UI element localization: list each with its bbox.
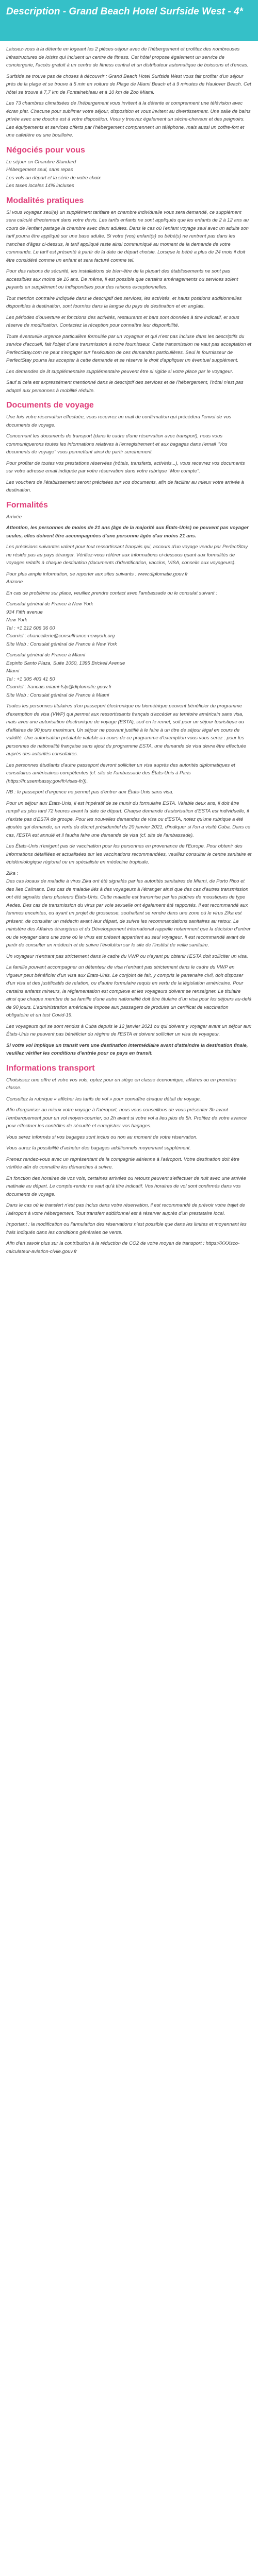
paragraph: Pour un séjour aux États-Unis, il est impératif de se munir du formulaire ESTA. Valable deux ans, il doit être rempli au plus tard 72 heures avant la date de départ. Chaque demande d'autorisation d'ESTA est individuelle, il n'existe pas d'ESTA de groupe. Pour les nouvelles demandes de visa ou d'ESTA, notez qu'une rubrique a été ajoutée qui demande, en vertu du décret présidentiel du 20 janvier 2021, d'indiquer si l'on a visité Cuba. Dans ce cas, l'ESTA est annulé et il faudra faire une demande de visa (cf. site de l'ambassade). (6, 800, 251, 838)
paragraph: Arrivée (6, 514, 22, 520)
section-heading: Modalités pratiques (6, 196, 84, 205)
paragraph: Important : la modification ou l'annulation des réservations n'est possible que dans les limites et moyennant les frais indiqués dans les conditions générales de vente. (6, 1222, 247, 1235)
paragraph: Les demandes de lit supplémentaire supplémentaire peuvent être si rigide si votre place par le voyageur. (6, 368, 234, 375)
paragraph: En fonction des horaires de vos vols, certaines arrivées ou retours peuvent s'effectuer de nuit avec une arrivée matinale au départ. Le compte-rendu ne vaut qu'à titre indicatif. Vos horaires de vol sont confirmés dans vos documents de voyage. (6, 1175, 246, 1197)
section-heading: Négociés pour vous (6, 145, 85, 155)
paragraph: Consultez la rubrique « afficher les tarifs de vol » pour connaître chaque détail du voyage. (6, 1096, 201, 1102)
paragraph: Consulat général de France à New York 934 Fifth avenue New York Tel : +1 212 606 36 00 Courriel : chancellerie@consulfrance-newyork.org Site Web : Consulat général de France à New York (6, 601, 117, 647)
section-heading: Documents de voyage (6, 401, 94, 410)
paragraph: Consulat général de France à Miami Espirito Santo Plaza, Suite 1050, 1395 Brickell Avenue Miami Tel : +1 305 403 41 50 Courriel : francais.miami-fslp@diplomatie.gouv.fr Site Web : Consulat général de France à Miami (6, 652, 125, 698)
paragraph: Choisissez une offre et votre vos vols, optez pour un siège en classe économique, affaires ou en première classe. (6, 1077, 237, 1091)
paragraph: Une fois votre réservation effectuée, vous recevrez un mail de confirmation qui précédera l'envoi de vos documents de voyage. (6, 414, 231, 428)
paragraph: Afin d'organiser au mieux votre voyage à l'aéroport, nous vous conseillons de vous présenter 3h avant l'embarquement pour un vol moyen-courrier, ou 2h avant si votre vol a lieu plus de 5h. Profitez de votre avance pour effectuer les contrôles de sécurité et enregistrer vos bagages. (6, 1107, 247, 1129)
paragraph: La famille pouvant accompagner un détenteur de visa n'entrant pas strictement dans le cadre du VWP en vigueur peut bénéficier d'un visa aux États-Unis. Le conjoint de fait, y compris le partenaire civil, doit disposer d'un visa et des justificatifs de relation, ou d'autre formulaire requis en vertu de la législation américaine. Pour certains enfants mineurs, la réglementation est complexe et les voyageurs doivent se renseigner. Le titulaire ainsi que chaque membre de sa famille d'une autre nationalité doit être titulaire d'un visa pour les séjours au-delà de 90 jours. L'administration américaine impose aux passagers de produire un certificat de vaccination obligatoire et un test Covid-19. (6, 964, 252, 1018)
paragraph: Toutes les personnes titulaires d'un passeport électronique ou biométrique peuvent bénéficier du programme d'exemption de visa (VWP) qui permet aux ressortissants français d'accéder au territoire américain sans visa, mais avec une autorisation électronique de voyage (ESTA), sed en le remet, soit pour un séjour touristique ou d'affaires de 90 jours maximum. Un séjour ne pouvant justifié à le faire à un titre de séjour légal en cours de validité. Une autorisation préalable valable au cours de ce programme d'exemption vous vous serez : pour les personnes de nationalité française sans ajout du programme ESTA, une demande de visa devra être effectuée auprès des autorités consulaires. (6, 703, 247, 757)
title-bar (0, 0, 258, 41)
paragraph: Concernant les documents de transport (dans le cadre d'une réservation avec transport), nous vous communiquerons toutes les informations relatives à l'enregistrement et aux bagages dans l'email "Vos documents de voyage" vous permettant ainsi de partir sereinement. (6, 433, 228, 455)
paragraph: Les personnes étudiants d'autre passeport devront solliciter un visa auprès des autorités diplomatiques et consulaires américaines compétentes (cf. site de l'ambassade des États-Unis à Paris (https://fr.usembassy.gov/fr/visas-fr/)). (6, 762, 235, 784)
paragraph: Les précisions suivantes valent pour tout ressortissant français qui, accours d'un voyage vendu par PerfectStay ne réside pas au pays étranger. Vérifiez-vous référer aux informations ci-dessous quant aux formalités de voyages relatifs à chaque destination (documents d'identification, vaccins, VISA, conseils aux voyageurs). (6, 544, 248, 566)
paragraph: Les voyageurs qui se sont rendus à Cuba depuis le 12 janvier 2021 ou qui doivent y voyager avant un séjour aux États-Unis ne peuvent pas bénéficier du régime de l'ESTA et doivent solliciter un visa de voyageur. (6, 1023, 251, 1037)
paragraph: Tout mention contraire indiquée dans le descriptif des services, les activités, et hauts positions additionnelles disponibles à destination, sont fournies dans la langue du pays de destination et en anglais. (6, 295, 242, 309)
content (0, 41, 258, 1256)
paragraph: Pour profiter de toutes vos prestations réservées (hôtels, transferts, activités...), vous recevrez vos documents sur votre adresse email indiquée par votre réservation dans votre rubrique "Mon compte". (6, 460, 245, 474)
paragraph: Vous aurez la possibilité d'acheter des bagages additionnels moyennant supplément. (6, 1145, 191, 1151)
paragraph: Les vouchers de l'établissement seront précisées sur vos documents, afin de faciliter au mieux votre arrivée à destination. (6, 479, 244, 493)
paragraph: Pour des raisons de sécurité, les installations de bien-être de la plupart des établissements ne sont pas accessibles aux moins de 16 ans. De même, il est possible que certains aménagements ou services soient payants en supplément ou indisponibles pour des raisons exceptionnelles. (6, 268, 238, 290)
paragraph: Attention, les personnes de moins de 21 ans (âge de la majorité aux États-Unis) ne peuvent pas voyager seules, elles doivent être accompagnées d'une personne âgée d'au moins 21 ans. (6, 525, 249, 539)
paragraph: Vous serez informés si vos bagages sont inclus ou non au moment de votre réservation. (6, 1134, 198, 1140)
paragraph: Les 73 chambres climatisées de l'hébergement vous invitent à la détente et comprennent une télévision avec écran plat. Chacune pour sublimer votre séjour, disposition et vous invitent au divertissement. Une salle de bains privée avec une douche est à votre disposition. Vous y trouvez également un sèche-cheveux et des peignoirs. Les équipements et services offerts par l'hébergement comprennent un téléphone, mais aussi un coffre-fort et une cafetière ou une bouilloire. (6, 100, 251, 138)
paragraph: Le séjour en Chambre Standard Hébergement seul, sans repas Les vols au départ et la série de votre choix Les taxes locales 14% incluses (6, 159, 101, 189)
paragraph: Laissez-vous à la détente en logeant les 2 pièces-séjour avec de l'hébergement et profitez des nombreuses infrastructures de loisirs qui incluent un centre de fitness. Cet hôtel propose également un service de conciergerie, l'accès gratuit à un centre de fitness central et un distributeur automatique de boissons et d'encas. (6, 46, 249, 68)
section-heading: Informations transport (6, 1063, 95, 1073)
paragraph: Sauf si cela est expressément mentionné dans le descriptif des services et de l'hébergement, l'hôtel n'est pas adapté aux personnes à mobilité réduite. (6, 380, 244, 394)
paragraph: Prenez rendez-vous avec un représentant de la compagnie aérienne à l'aéroport. Votre destination doit être vérifiée afin de connaître les démarches à suivre. (6, 1156, 239, 1170)
paragraph: Toute éventuelle urgence particulière formulée par un voyageur et qui n'est pas incluse dans les descriptifs du service d'accueil, fait l'objet d'une transmission à notre fournisseur. Cette transmission ne vaut pas acceptation et PerfectStay.com ne peut s'engager sur l'exécution de ces demandes particulières. Seul le fournisseur de PerfectStay pourra les accepter à cette demande et se réserve le droit d'appliquer un éventuel supplément. (6, 333, 252, 363)
paragraph: En cas de problème sur place, veuillez prendre contact avec l'ambassade ou le consulat suivant : (6, 590, 217, 596)
paragraph: Zika : Des cas locaux de maladie à virus Zika ont été signalés par les autorités sanitaires de Miami, de Porto Rico et des îles Caïmans. Des cas de maladie liés à des voyageurs à l'étranger ainsi que des cas d'autres transmission ont été signalés dans plusieurs États-Unis. Cette maladie est transmise par les piqûres de moustiques de type Aedes. Des cas de transmission du virus par voie sexuelle ont également été rapportés. Il est recommandé aux femmes enceintes, ou ayant un projet de grossesse, souhaitant se rendre dans une zone où le virus Zika est présent, de consulter un médecin avant leur départ, de suivre les recommandations sanitaires au retour. Le ministère des Affaires étrangères et du Développement international rappelle notamment que la décision d'entrer ou de voyager dans une zone où le virus est présent appartient au seul voyageur. Il est recommandé avant de partir de consulter un médecin et de suivre l'évolution sur le site de l'institut de veille sanitaire. (6, 870, 251, 948)
paragraph: Afin d'en savoir plus sur la contribution à la réduction de CO2 de votre moyen de transport : https://XXXsco-calculateur-aviation-civile.gouv.fr (6, 1241, 240, 1255)
page-title: Description - Grand Beach Hotel Surfside West - 4* (6, 6, 243, 17)
paragraph: NB : le passeport d'urgence ne permet pas d'entrer aux États-Unis sans visa. (6, 789, 174, 795)
paragraph: Dans le cas où le transfert n'est pas inclus dans votre réservation, il est recommandé de prévoir votre trajet de l'aéroport à votre hébergement. Tout transfert additionnel est à réserver auprès d'un prestataire local. (6, 1202, 245, 1216)
paragraph: Si vous voyagez seul(e) un supplément tarifaire en chambre individuelle vous sera demandé, ce supplément sera calculé directement dans votre devis. Les tarifs enfants ne sont appliqués que les enfants de 2 à 12 ans au cours de l'enfant partage la chambre avec deux adultes. Dans le cas où l'enfant voyage seul avec un adulte son tarif pourra être appliqué sur une base adulte. Si votre (vos) enfant(s) ou bébé(s) ne rentrent pas dans les tranches d'âges ci-dessus, le tarif appliqué reste ainsi communiqué au moment de la demande de votre commande. Le tarif est présenté à partir de la date de départ choisie. Lorsque le bébé a plus de 24 mois il doit être considéré comme un enfant et sera facturé comme tel. (6, 209, 249, 263)
paragraph: Les États-Unis n'exigent pas de vaccination pour les personnes en provenance de l'Europe. Pour obtenir des informations détaillées et actualisées sur les vaccinations recommandées, veuillez consulter le centre sanitaire et épidémiologique régional ou un spécialiste en médecine tropicale. (6, 843, 252, 865)
paragraph: Si votre vol implique un transit vers une destination intermédiaire avant d'atteindre la destination finale, veuillez vérifier les conditions d'entrée pour ce pays en transit. (6, 1042, 248, 1056)
paragraph: Surfside se trouve pas de choses à découvrir : Grand Beach Hotel Surfside West vous fait profiter d'un séjour près de la plage et se trouve à 5 min en voiture de Plage de Miami Beach et à 9 minutes de Haulover Beach. Cet hôtel se trouve à 7,7 km de Fontainebleau et à 10 km de Zoo Miami. (6, 73, 251, 95)
section-heading: Formalités (6, 500, 48, 510)
paragraph: Pour plus ample information, se reporter aux sites suivants : www.diplomatie.gouv.fr Arizone (6, 571, 188, 585)
paragraph: Les périodes d'ouverture et fonctions des activités, restaurants et bars sont données à titre indicatif, et sous réserve de modification. Contactez la réception pour connaître leur disponibilité. (6, 314, 239, 328)
paragraph: Un voyageur n'entrant pas strictement dans le cadre du VWP ou n'ayant pu obtenir l'ESTA doit solliciter un visa. (6, 953, 248, 959)
